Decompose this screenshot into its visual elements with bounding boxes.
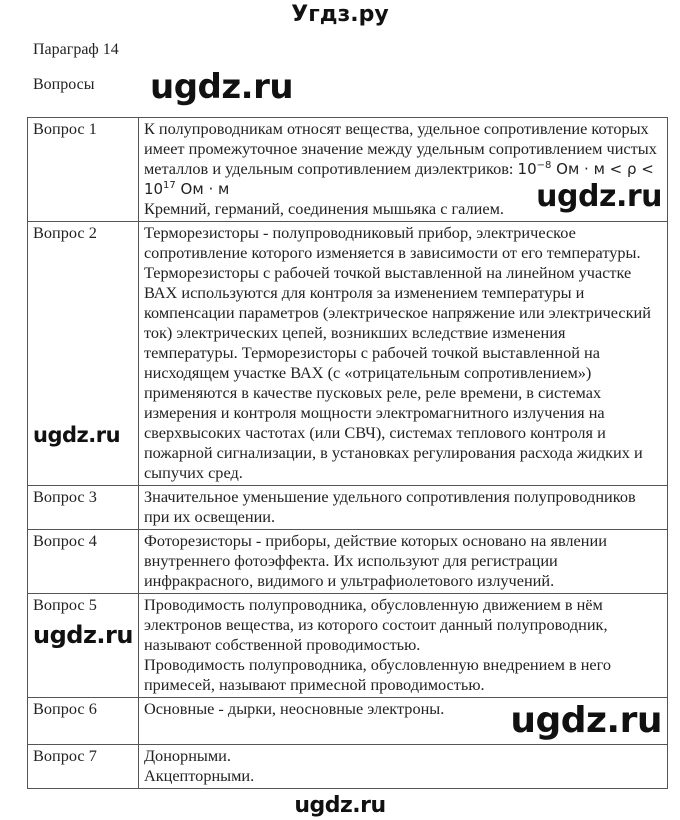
formula-part: 17 [163, 180, 176, 191]
site-title: Угдз.ру [291, 2, 389, 27]
formula-part: 10 [517, 160, 537, 178]
table-row [28, 530, 668, 594]
answer-text: Проводимость полупроводника, обусловленную внедрением в него примесей, называют примесной проводимостью. [143, 655, 612, 694]
answer-cell [138, 486, 667, 530]
question-label: Вопрос 7 [28, 745, 139, 789]
answer-cell [138, 222, 667, 486]
formula-part: 10 [143, 180, 164, 198]
questions-heading: Вопросы [33, 76, 95, 93]
watermark: ugdz.ru [33, 423, 121, 447]
question-cell [28, 222, 139, 486]
table-row [28, 486, 668, 530]
question-label: Вопрос 4 [28, 530, 139, 594]
watermark: ugdz.ru [150, 67, 294, 107]
answers-table [27, 117, 668, 789]
answer-text: Кремний, германий, соединения мышьяка с галием. [143, 199, 504, 218]
answer-text: К полупроводникам относят вещества, удельное сопротивление которых имеет промежуточное значение между удельным сопротивлением чистых металлов и удельным сопротивлением диэлектриков: [143, 119, 657, 178]
answer-cell [138, 594, 667, 698]
formula-part: Ом · м [175, 180, 230, 198]
questions-heading-row [0, 67, 680, 117]
answer-text: Значительное уменьшение удельного сопротивления полупроводников при их освещении. [143, 487, 636, 526]
question-cell [28, 594, 139, 698]
formula-part: Ом · м < ρ < [551, 160, 654, 178]
answer-cell [138, 118, 667, 222]
footer-watermark: ugdz.ru [294, 793, 386, 819]
table-row [28, 118, 668, 222]
question-label: Вопрос 1 [28, 118, 139, 222]
table-row [28, 745, 668, 789]
answer-text: Фоторезисторы - приборы, действие которых основано на явлении внутреннего фотоэффекта. Их используют для регистрации инфракрасного, видимого и ультрафиолетового излучений. [143, 531, 607, 590]
question-label: Вопрос 6 [28, 698, 139, 745]
answer-text: Донорными. [143, 746, 231, 766]
question-label: Вопрос 2 [33, 223, 97, 242]
watermark: ugdz.ru [510, 700, 662, 741]
formula-part: −8 [536, 160, 552, 171]
answer-text: Акцепторными. [143, 766, 255, 786]
question-label: Вопрос 3 [28, 486, 139, 530]
answer-cell [138, 745, 667, 789]
answer-text: Терморезисторы - полупроводниковый прибор, электрическое сопротивление которого изменяется в зависимости от его температуры. Терморезисторы с рабочей точкой выставленной на линейном участке ВАХ используются для контроля за изменением температуры и компенсации параметров (электрическое напряжение или электрический ток) электрических цепей, возникших вследствие изменения температуры. Терморезисторы с рабочей точкой выставленной на нисходящем участке ВАХ (с «отрицательным сопротивлением») применяются в качестве пусковых реле, реле времени, в системах измерения и контроля мощности электромагнитного излучения на сверхвысоких частотах (или СВЧ), системах теплового контроля и пожарной сигнализации, в установках регулирования расхода жидких и сыпучих сред. [143, 223, 651, 482]
table-row [28, 222, 668, 486]
question-label: Вопрос 5 [33, 595, 97, 614]
paragraph-heading: Параграф 14 [33, 41, 119, 58]
answer-cell [138, 530, 667, 594]
answer-text: Проводимость полупроводника, обусловленную движением в нём электронов вещества, из которого состоит данный полупроводник, называют собственной проводимостью. [143, 595, 608, 654]
answer-text: Основные - дырки, неосновные электроны. [143, 699, 445, 718]
table-row [28, 594, 668, 698]
answer-cell [138, 698, 667, 745]
watermark: ugdz.ru [33, 621, 133, 649]
table-row [28, 698, 668, 745]
watermark: ugdz.ru [536, 179, 662, 214]
